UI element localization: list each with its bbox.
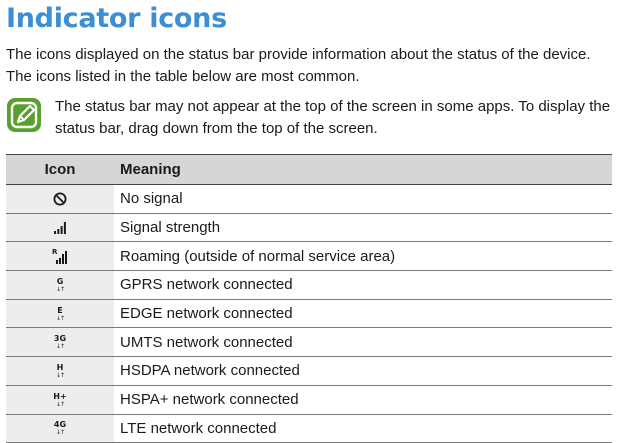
note-text: The status bar may not appear at the top of the screen in some apps. To display the status bar, drag down from the top of the screen. [55, 98, 611, 137]
row-meaning: GPRS network connected [114, 271, 612, 300]
indicator-icons-table [6, 154, 612, 443]
table-row [6, 328, 612, 357]
hsdpa-icon: H ↓↑ [55, 363, 65, 379]
row-meaning: Signal strength [114, 213, 612, 242]
table-row [6, 414, 612, 443]
table-row [6, 242, 612, 271]
row-meaning: UMTS network connected [114, 328, 612, 357]
column-header-meaning: Meaning [114, 155, 612, 185]
row-meaning: Roaming (outside of normal service area) [114, 242, 612, 271]
intro-paragraph: The icons displayed on the status bar provide information about the status of the device. The icons listed in the table below are most common. [6, 46, 591, 85]
gprs-letter: G [56, 276, 64, 286]
umts-letter: 3G [53, 334, 67, 344]
edge-icon: E ↓↑ [55, 305, 65, 322]
row-meaning: LTE network connected [114, 414, 612, 443]
row-meaning: HSDPA network connected [114, 357, 612, 386]
lte-icon: 4G ↓↑ [53, 420, 67, 437]
umts-icon: 3G ↓↑ [53, 334, 67, 351]
row-meaning: EDGE network connected [114, 299, 612, 328]
table-row [6, 385, 612, 414]
hspa-plus-icon: H+ ↓↑ [53, 391, 67, 408]
edge-letter: E [57, 305, 63, 315]
lte-letter: 4G [53, 420, 67, 430]
hsdpa-letter: H [56, 363, 64, 372]
column-header-icon: Icon [6, 155, 114, 185]
signal-strength-icon [53, 222, 67, 234]
row-meaning: HSPA+ network connected [114, 385, 612, 414]
table-row [6, 357, 612, 386]
page-title: Indicator icons [6, 3, 227, 34]
table-header-row [6, 155, 612, 185]
roaming-letter: R [52, 247, 58, 256]
no-signal-icon [53, 192, 67, 206]
gprs-icon: G ↓↑ [55, 276, 65, 293]
table-row [6, 185, 612, 214]
table-row [6, 271, 612, 300]
row-meaning: No signal [114, 185, 612, 214]
hspa-plus-letter: H+ [53, 391, 67, 401]
note-pencil-icon [6, 97, 42, 133]
table-row [6, 299, 612, 328]
table-row [6, 213, 612, 242]
roaming-icon [52, 247, 68, 264]
